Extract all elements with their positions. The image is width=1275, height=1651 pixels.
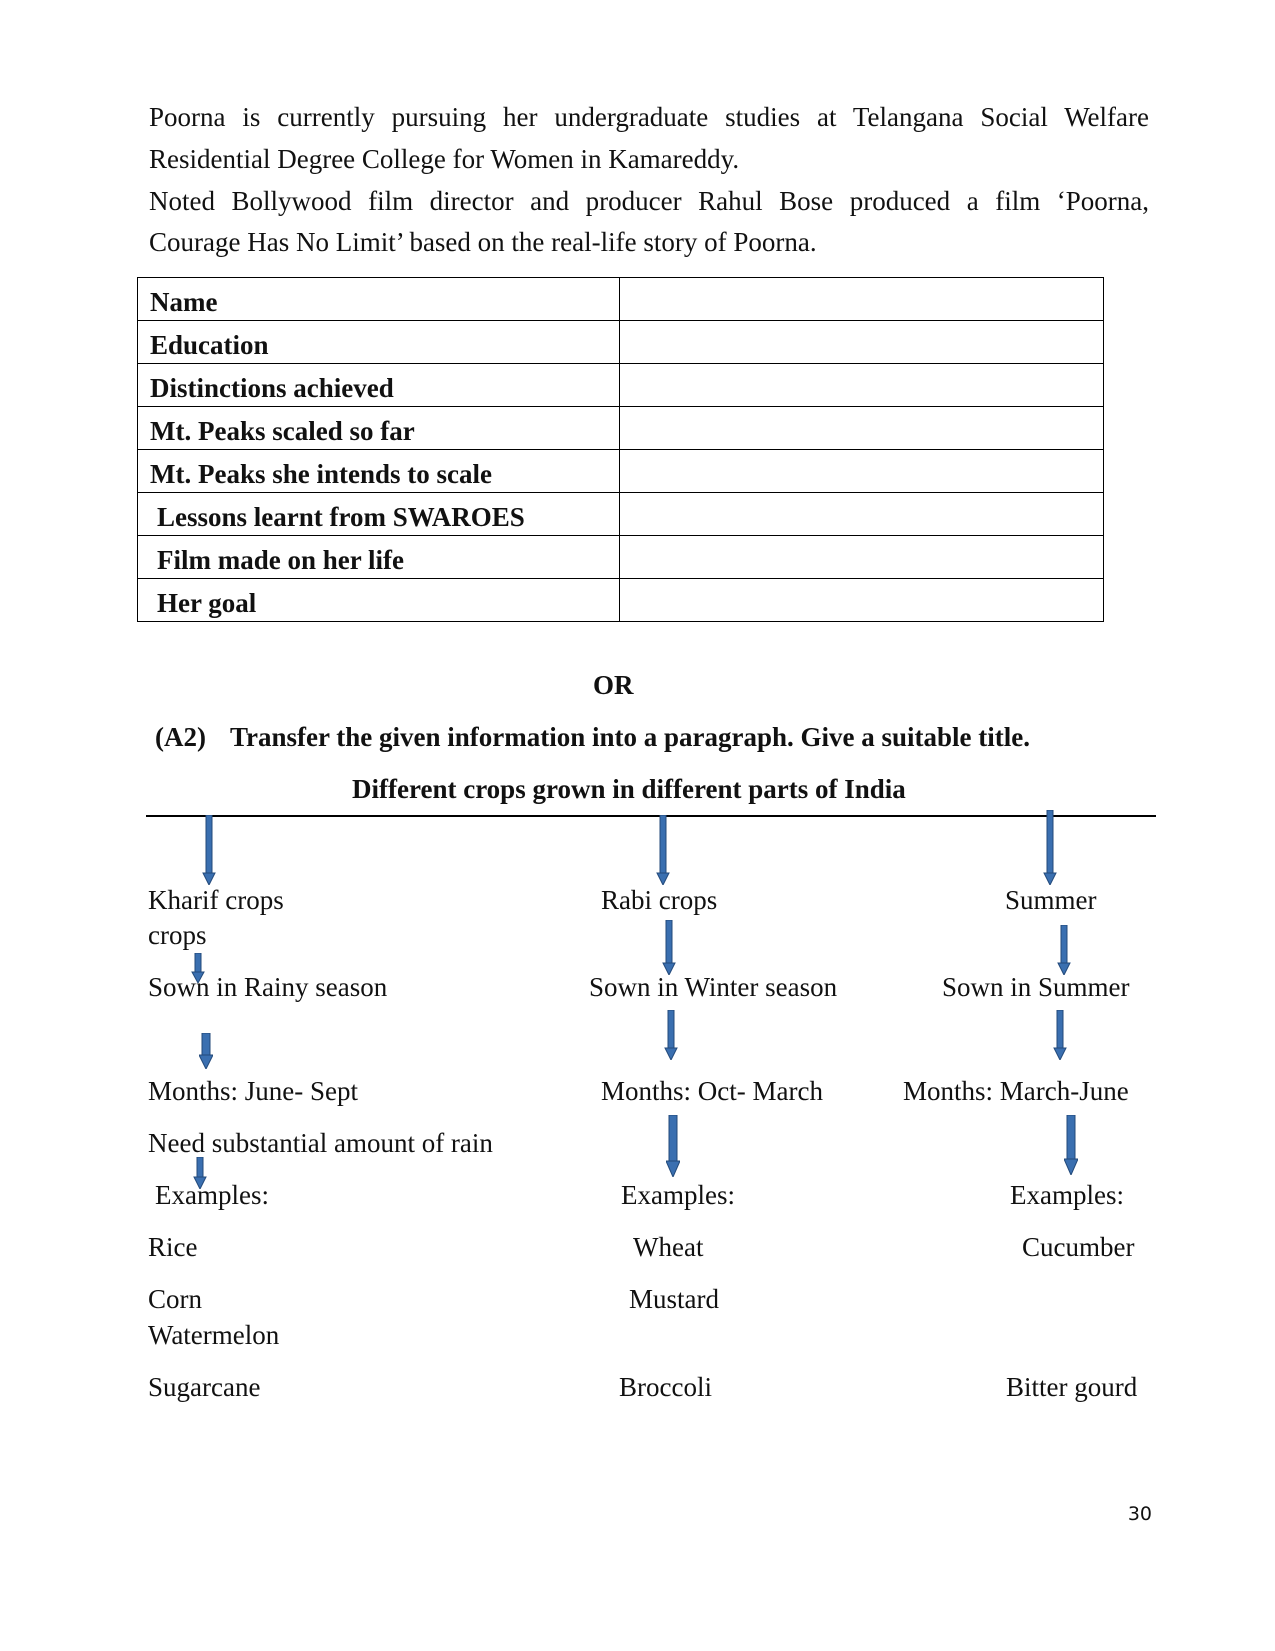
row-value (620, 321, 1104, 364)
kharif-example: Corn (148, 1284, 202, 1314)
arrow-down-icon (664, 1010, 678, 1060)
summer-months: Months: March-June (903, 1076, 1129, 1106)
row-label: Film made on her life (138, 536, 620, 579)
kharif-note: Need substantial amount of rain (148, 1128, 493, 1158)
kharif-sown: Sown in Rainy season (148, 972, 388, 1002)
arrow-down-icon (1057, 925, 1071, 975)
rabi-months: Months: Oct- March (601, 1076, 823, 1106)
table-row (138, 407, 1104, 450)
row-value (620, 364, 1104, 407)
flow-title: Different crops grown in different parts of India (352, 774, 906, 804)
row-label: Distinctions achieved (138, 364, 620, 407)
row-label: Mt. Peaks she intends to scale (138, 450, 620, 493)
table-row (138, 536, 1104, 579)
table-row (138, 321, 1104, 364)
row-value (620, 579, 1104, 622)
row-label: Lessons learnt from SWAROES (138, 493, 620, 536)
question-text: Transfer the given information into a paragraph. Give a suitable title. (230, 722, 1030, 752)
summer-name: Summer (1005, 885, 1097, 915)
arrow-down-icon (1064, 1115, 1078, 1175)
row-label: Education (138, 321, 620, 364)
intro-line-3: Noted Bollywood film director and producer Rahul Bose produced a film ‘Poorna, (149, 186, 1149, 216)
summer-sown: Sown in Summer (942, 972, 1130, 1002)
row-value (620, 407, 1104, 450)
table-row (138, 450, 1104, 493)
kharif-name: Kharif crops (148, 885, 284, 915)
kharif-example: Sugarcane (148, 1372, 261, 1402)
arrow-down-icon (666, 1115, 680, 1177)
rabi-example: Broccoli (619, 1372, 712, 1402)
table-row (138, 493, 1104, 536)
row-value (620, 536, 1104, 579)
arrow-down-icon (199, 1033, 213, 1069)
summer-example: Watermelon (148, 1320, 280, 1350)
title-underline (146, 815, 1156, 817)
row-label: Name (138, 278, 620, 321)
table-row (138, 278, 1104, 321)
kharif-example: Rice (148, 1232, 198, 1262)
kharif-months: Months: June- Sept (148, 1076, 359, 1106)
summer-example: Bitter gourd (1006, 1372, 1138, 1402)
row-value (620, 493, 1104, 536)
intro-line-4: Courage Has No Limit’ based on the real-life story of Poorna. (149, 227, 817, 257)
kharif-name-extra: crops (148, 920, 207, 950)
intro-line-2: Residential Degree College for Women in Kamareddy. (149, 144, 740, 174)
rabi-examples-label: Examples: (621, 1180, 735, 1210)
table-row (138, 579, 1104, 622)
rabi-example: Wheat (633, 1232, 704, 1262)
row-value (620, 450, 1104, 493)
arrow-down-icon (1043, 810, 1057, 885)
summer-example: Cucumber (1022, 1232, 1135, 1262)
intro-line-1: Poorna is currently pursuing her undergraduate studies at Telangana Social Welfare (149, 102, 1149, 132)
table-row (138, 364, 1104, 407)
arrow-down-icon (656, 815, 670, 885)
rabi-example: Mustard (629, 1284, 719, 1314)
arrow-down-icon (202, 815, 216, 885)
kharif-examples-label: Examples: (155, 1180, 269, 1210)
arrow-down-icon (662, 920, 676, 975)
summer-examples-label: Examples: (1010, 1180, 1124, 1210)
question-number: (A2) (155, 722, 206, 752)
or-label: OR (593, 670, 634, 700)
arrow-down-icon (1053, 1010, 1067, 1060)
row-value (620, 278, 1104, 321)
info-table (137, 277, 1104, 622)
page-number: 30 (1127, 1503, 1152, 1525)
row-label: Mt. Peaks scaled so far (138, 407, 620, 450)
rabi-name: Rabi crops (601, 885, 718, 915)
rabi-sown: Sown in Winter season (589, 972, 838, 1002)
row-label: Her goal (138, 579, 620, 622)
